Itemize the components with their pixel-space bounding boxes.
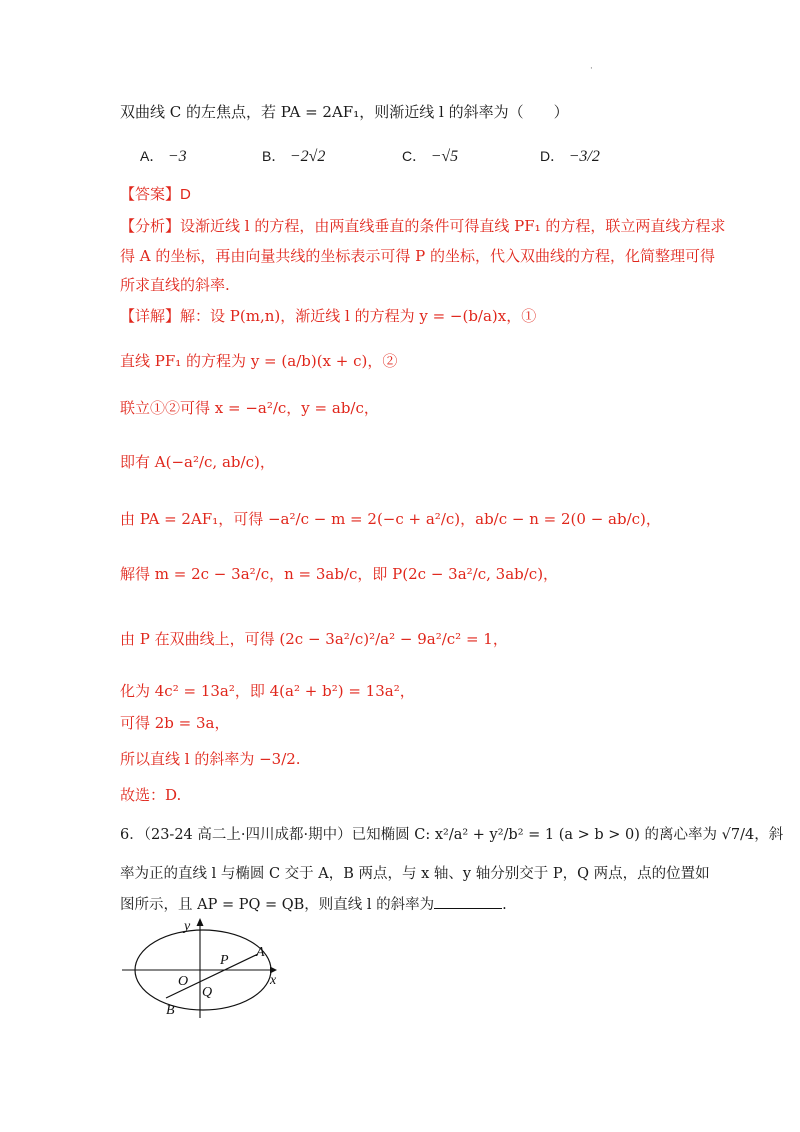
analysis-tag: 【分析】 [120, 217, 181, 235]
q5-stem-text: 双曲线 C 的左焦点，若 PA = 2AF₁，则渐近线 l 的斜率为（ ） [120, 103, 569, 121]
detail-line-10 [120, 748, 301, 769]
ellipse-figure [118, 912, 288, 1022]
detail-step-10: 所以直线 l 的斜率为 −3/2. [120, 750, 301, 768]
q6-text-2: 率为正的直线 l 与椭圆 C 交于 A，B 两点，与 x 轴、y 轴分别交于 P，Q 两点，点的位置如 [120, 866, 710, 882]
analysis-line-3 [120, 274, 230, 295]
detail-line-8 [120, 680, 415, 701]
option-d-label: D． [540, 148, 565, 164]
answer-value: D [180, 186, 191, 203]
option-c-value: −√5 [430, 148, 459, 165]
option-a[interactable] [140, 146, 187, 166]
detail-step-4: 即有 A(−a²/c, ab/c)， [120, 453, 275, 471]
analysis-text-3: 所求直线的斜率. [120, 276, 230, 294]
detail-step-3: 联立①②可得 x = −a²/c，y = ab/c， [120, 399, 379, 417]
label-a: A [256, 945, 265, 960]
label-x: x [270, 973, 277, 988]
detail-line-11 [120, 784, 181, 805]
q6-source: （23-24 高二上·四川成都·期中） [143, 827, 352, 843]
option-c[interactable] [402, 146, 458, 166]
answer-tag: 【答案】 [120, 185, 181, 203]
option-d[interactable] [540, 146, 600, 166]
option-b-label: B． [262, 148, 286, 164]
detail-line-9 [120, 712, 230, 733]
detail-line-6 [120, 563, 558, 584]
q6-text-1: 已知椭圆 C: x²/a² + y²/b² = 1 (a > b > 0) 的离心率为 √7/4，斜 [351, 827, 784, 843]
detail-step-6: 解得 m = 2c − 3a²/c，n = 3ab/c，即 P(2c − 3a²/c, 3ab/c)， [120, 565, 559, 583]
analysis-text-2: 得 A 的坐标，再由向量共线的坐标表示可得 P 的坐标，代入双曲线的方程，化简整理可得 [120, 247, 716, 265]
option-b-value: −2√2 [289, 148, 326, 165]
detail-line-7 [120, 628, 508, 649]
detail-step-9: 可得 2b = 3a， [120, 714, 230, 732]
label-q: Q [202, 985, 213, 1000]
option-a-value: −3 [167, 148, 187, 165]
answer-line [120, 183, 191, 204]
q6-text-3-end: . [502, 897, 507, 913]
detail-line-2 [120, 350, 397, 371]
label-b: B [166, 1003, 175, 1018]
option-d-value: −3/2 [568, 148, 600, 165]
detail-tag: 【详解】 [120, 307, 181, 325]
label-y: y [184, 919, 191, 934]
detail-step-5: 由 PA = 2AF₁，可得 −a²/c − m = 2(−c + a²/c)，ab/c − n = 2(0 − ab/c)， [120, 510, 661, 528]
q6-text-3: 图所示，且 AP = PQ = QB，则直线 l 的斜率为 [120, 897, 435, 913]
question-5-stem [120, 101, 569, 122]
option-b[interactable] [262, 146, 325, 166]
detail-step-2: 直线 PF₁ 的方程为 y = (a/b)(x + c)，② [120, 352, 398, 370]
analysis-line-2 [120, 245, 715, 266]
q6-number: 6． [120, 827, 144, 843]
corner-dot: · [590, 64, 593, 74]
question-6-line-2 [120, 862, 710, 883]
option-c-label: C． [402, 148, 427, 164]
question-6-line-1 [120, 823, 783, 844]
detail-step-7: 由 P 在双曲线上，可得 (2c − 3a²/c)²/a² − 9a²/c² = 1， [120, 630, 508, 648]
question-6-line-3 [120, 893, 507, 914]
detail-line-1 [120, 305, 536, 326]
label-p: P [220, 953, 229, 968]
detail-line-3 [120, 397, 379, 418]
analysis-line-1 [120, 215, 725, 236]
y-axis-arrow [197, 918, 204, 926]
label-o: O [178, 974, 189, 989]
answer-blank[interactable] [434, 894, 502, 909]
detail-step-1: 解：设 P(m,n)，渐近线 l 的方程为 y = −(b/a)x，① [180, 307, 537, 325]
option-a-label: A． [140, 148, 164, 164]
detail-step-8: 化为 4c² = 13a²，即 4(a² + b²) = 13a²， [120, 682, 415, 700]
detail-step-11: 故选：D. [120, 786, 182, 804]
analysis-text-1: 设渐近线 l 的方程，由两直线垂直的条件可得直线 PF₁ 的方程，联立两直线方程求 [180, 217, 726, 235]
detail-line-5 [120, 508, 661, 529]
detail-line-4 [120, 451, 275, 472]
